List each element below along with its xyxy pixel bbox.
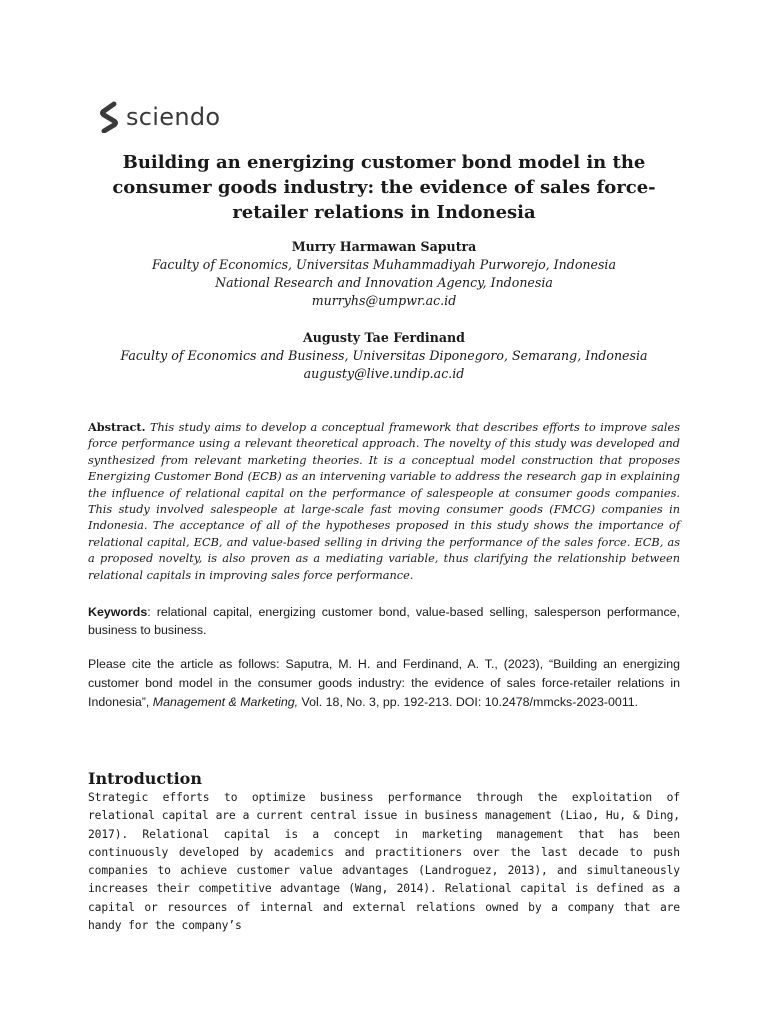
- publisher-logo: [98, 100, 220, 134]
- author-affiliation: National Research and Innovation Agency, Indonesia: [215, 275, 553, 290]
- abstract: [88, 419, 680, 584]
- sciendo-s-icon: [98, 101, 120, 133]
- author-affiliation: Faculty of Economics and Business, Universitas Diponegoro, Semarang, Indonesia: [120, 348, 648, 363]
- citation-journal: Management & Marketing,: [152, 695, 299, 709]
- abstract-label: Abstract.: [88, 420, 146, 434]
- keywords-text: : relational capital, energizing customer bond, value-based selling, salesperson performance, business to business.: [88, 605, 680, 637]
- citation: [88, 655, 680, 712]
- author-block-2: [88, 329, 680, 383]
- author-block-1: [88, 238, 680, 310]
- abstract-text: This study aims to develop a conceptual framework that describes efforts to improve sales force performance using a relevant theoretical approach. The novelty of this study was developed and synthesized from relevant marketing theories. It is a conceptual model construction that proposes Energizing Customer Bond (ECB) as an intervening variable to address the research gap in explaining the influence of relational capital on the performance of salespeople at consumer goods companies. This study involved salespeople at large-scale fast moving consumer goods (FMCG) companies in Indonesia. The acceptance of all of the hypotheses proposed in this study shows the importance of relational capital, ECB, and value-based selling in driving the performance of the sales force. ECB, as a proposed novelty, is also proven as a mediating variable, thus clarifying the relationship between relational capitals in improving sales force performance.: [88, 421, 680, 582]
- author-affiliation: Faculty of Economics, Universitas Muhammadiyah Purworejo, Indonesia: [152, 257, 616, 272]
- citation-text: Please cite the article as follows: Saputra, M. H. and Ferdinand, A. T., (2023), “Building an energizing customer bond model in the consumer goods industry: the evidence of sales force-retailer relations in Indonesia”,: [88, 657, 680, 709]
- author-name: Murry Harmawan Saputra: [291, 239, 477, 254]
- author-email: murryhs@umpwr.ac.id: [311, 293, 457, 308]
- article-title: Building an energizing customer bond model in the consumer goods industry: the evidence of sales force-retailer relations in Indonesia: [112, 152, 656, 223]
- citation-details: Vol. 18, No. 3, pp. 192-213. DOI: 10.2478/mmcks-2023-0011.: [301, 695, 639, 709]
- section-heading-introduction: Introduction: [88, 769, 202, 788]
- author-name: Augusty Tae Ferdinand: [303, 330, 465, 345]
- keywords: [88, 603, 680, 639]
- introduction-paragraph: Strategic efforts to optimize business performance through the exploitation of relational capital are a current central issue in business management (Liao, Hu, & Ding, 2017). Relational capital is a concept in marketing management that has been continuously developed by academics and practitioners over the last decade to push companies to achieve customer value advantages (Landroguez, 2013), and simultaneously increases their competitive advantage (Wang, 2014). Relational capital is defined as a capital or resources of internal and external relations owned by a company that are handy for the company’s: [88, 791, 680, 933]
- author-email: augusty@live.undip.ac.id: [303, 366, 465, 381]
- publisher-name: sciendo: [126, 103, 221, 131]
- keywords-label: Keywords: [88, 605, 148, 619]
